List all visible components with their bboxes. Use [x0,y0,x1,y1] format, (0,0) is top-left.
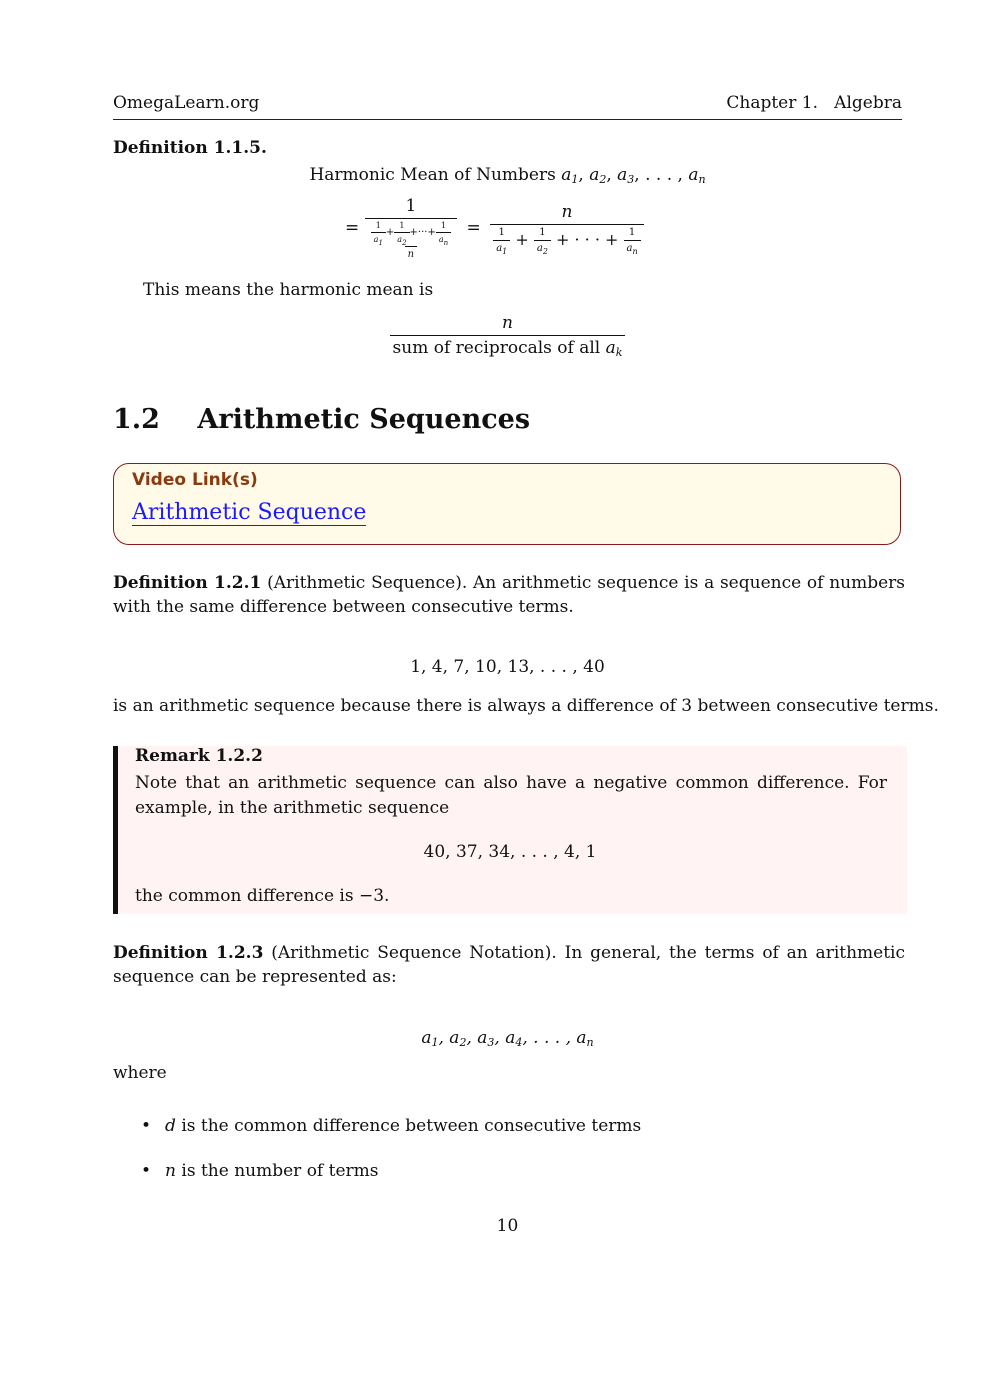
section-number: 1.2 [113,404,160,435]
definition-1-2-3: Definition 1.2.3 (Arithmetic Sequence Notation). In general, the terms of an arithmetic sequence can be represented as: [113,943,906,987]
bullet-icon: • [141,1161,152,1181]
definition-1-2-1: Definition 1.2.1 (Arithmetic Sequence). An arithmetic sequence is a sequence of numbers with the same difference between consecutive terms. [113,573,906,617]
list-item: • n is the number of terms [141,1161,379,1181]
harmonic-mean-explanation: This means the harmonic mean is [143,280,434,300]
definition-1-1-5-label: Definition 1.1.5. [113,138,267,158]
running-header [113,93,902,120]
list-item: • d is the common difference between consecutive terms [141,1116,642,1136]
section-title: Arithmetic Sequences [197,404,531,435]
harmonic-mean-caption: Harmonic Mean of Numbers $a_1$, $a_2$, $a_3$, . . . , $a_n$ [309,165,706,186]
page-number: 10 [496,1216,519,1236]
remark-text: Note that an arithmetic sequence can also have a negative common difference. For example, in the arithmetic sequence [135,773,887,818]
reciprocal-fraction: $\frac{n}{sum of reciprocals of all a_k}$ [113,313,902,358]
video-box-title: Video Link(s) [132,470,258,490]
arithmetic-sequence-video-link[interactable]: Arithmetic Sequence [132,500,367,525]
bullet-icon: • [141,1116,152,1136]
header-chapter: Chapter 1. Algebra [726,93,902,113]
remark-box [113,746,907,914]
general-terms: $a_1$, $a_2$, $a_3$, $a_4$, . . . , $a_n$ [421,1028,594,1049]
section-heading [113,404,530,435]
header-site: OmegaLearn.org [113,93,260,113]
harmonic-mean-formula: = 1 $\frac{1}{a_1}$ + $\frac{1}{a_2}$ +···+ $\frac{1}{a_n}$ n = n $\frac{1}{a_1}$ + $\frac{1}{a_2}$ + · · · + $\frac{1}{a_n}$ [345,196,644,260]
sequence-example-1: 1, 4, 7, 10, 13, . . . , 40 [410,657,605,677]
video-link-box [113,463,901,545]
sequence-example-2: 40, 37, 34, . . . , 4, 1 [423,842,597,862]
where-label: where [113,1063,167,1083]
remark-conclusion: the common difference is −3. [135,886,390,906]
sequence-explanation: is an arithmetic sequence because there is always a difference of 3 between consecutive terms. [113,696,939,716]
remark-title: Remark 1.2.2 [135,746,263,766]
